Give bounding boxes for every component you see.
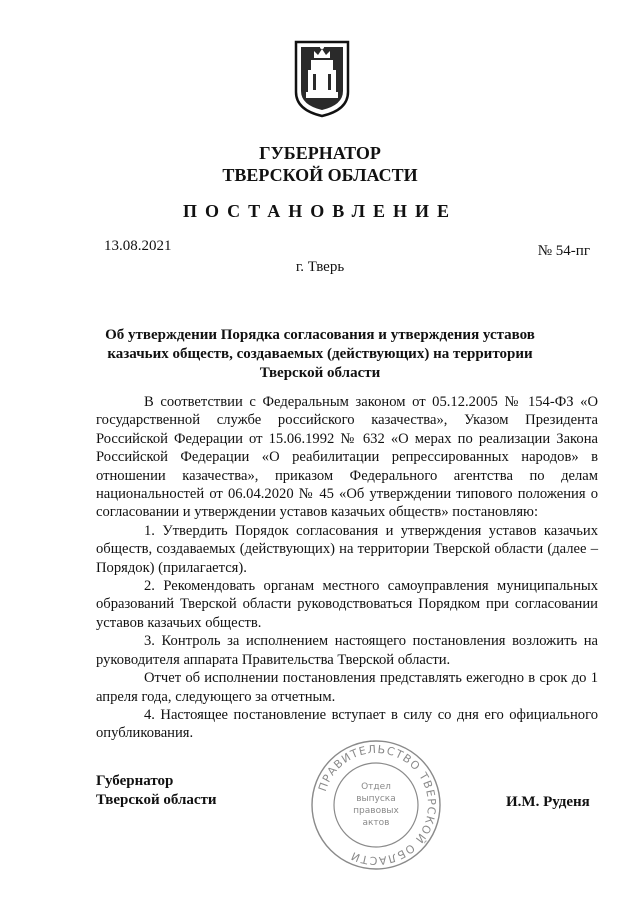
svg-text:правовых: правовых xyxy=(353,806,399,816)
org-title-line2: ТВЕРСКОЙ ОБЛАСТИ xyxy=(222,165,418,185)
signatory-title-line2: Тверской области xyxy=(96,792,217,808)
document-date: 13.08.2021 xyxy=(104,238,172,254)
stamp-ring-text: ПРАВИТЕЛЬСТВО ТВЕРСКОЙ ОБЛАСТИ xyxy=(315,742,439,868)
item-3-report-paragraph: Отчет об исполнении постановления представлять ежегодно в срок до 1 апреля года, следующего за отчетным. xyxy=(96,670,598,705)
org-title-line1: ГУБЕРНАТОР xyxy=(259,143,381,163)
tver-coat-of-arms-icon xyxy=(294,40,350,118)
document-body xyxy=(96,393,598,743)
signatory-name: И.М. Руденя xyxy=(506,794,590,810)
document-city: г. Тверь xyxy=(295,259,345,275)
item-3-paragraph: 3. Контроль за исполнением настоящего постановления возложить на руководителя аппарата Правительства Тверской области. xyxy=(96,633,598,668)
signatory-title-line1: Губернатор xyxy=(96,773,174,789)
item-1-paragraph: 1. Утвердить Порядок согласования и утверждения уставов казачьих обществ, создаваемых (действующих) на территории Тверской области (далее – Порядок) (прилагается). xyxy=(96,522,598,576)
document-number: № 54-пг xyxy=(537,243,590,259)
item-4-paragraph: 4. Настоящее постановление вступает в силу со дня его официального опубликования. xyxy=(96,706,598,742)
svg-text:выпуска: выпуска xyxy=(356,794,396,804)
item-2-paragraph: 2. Рекомендовать органам местного самоуправления муниципальных образований Тверской области руководствоваться Порядком при согласовании уставов казачьих обществ. xyxy=(96,578,598,631)
document-subject: Об утверждении Порядка согласования и утверждения уставов казачьих обществ, создаваемых (действующих) на территории Тверской области xyxy=(105,327,535,381)
official-stamp xyxy=(309,738,443,872)
svg-text:актов: актов xyxy=(362,818,390,828)
signatory-title xyxy=(96,772,217,810)
document-type: ПОСТАНОВЛЕНИЕ xyxy=(182,201,458,221)
svg-text:Отдел: Отдел xyxy=(361,782,391,792)
preamble-paragraph: В соответствии с Федеральным законом от 05.12.2005 № 154-ФЗ «О государственной службе российского казачества», Указом Президента Российской Федерации от 15.06.1992 № 632 «О мерах по реализации Закона Российской Федерации «О реабилитации репрессированных народов» в отношении казачества», приказом Федерального агентства по делам национальностей от 06.04.2020 № 45 «Об утверждении типового положения о согласовании и утверждении уставов казачьих обществ» постановляю: xyxy=(96,394,598,521)
